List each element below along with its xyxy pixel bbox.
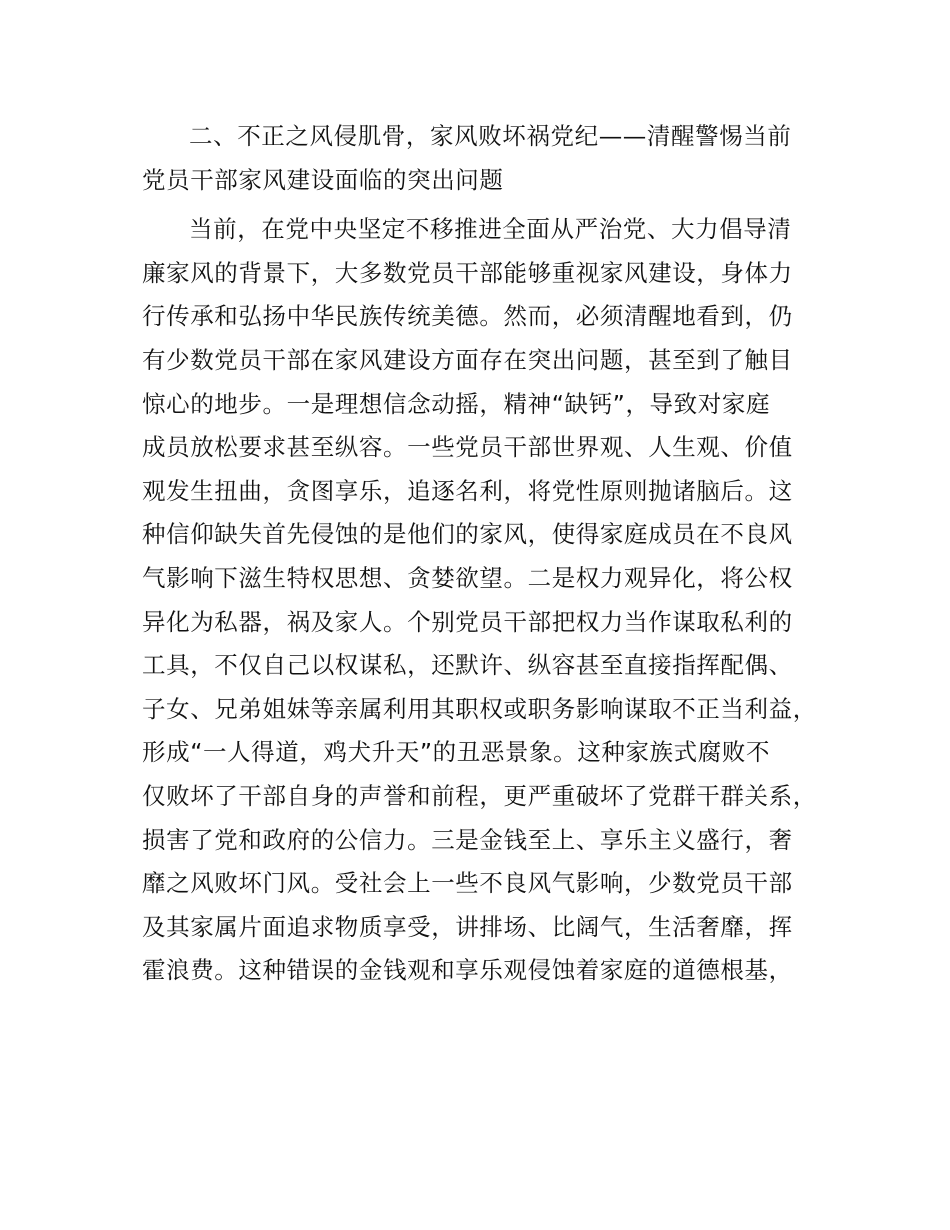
body-line: 及其家属片面追求物质享受，讲排场、比阔气，生活奢靡，挥	[142, 912, 793, 941]
heading-line: 党员干部家风建设面临的突出问题	[142, 165, 504, 194]
body-line: 子女、兄弟姐妹等亲属利用其职权或职务影响谋取不正当利益，	[142, 694, 817, 723]
body-line: 成员放松要求甚至纵容。一些党员干部世界观、人生观、价值	[142, 433, 793, 462]
body-line: 气影响下滋生特权思想、贪婪欲望。二是权力观异化，将公权	[142, 563, 793, 592]
body-line: 惊心的地步。一是理想信念动摇，精神“缺钙”，导致对家庭	[142, 389, 771, 418]
body-paragraph	[142, 208, 832, 993]
body-line: 仅败坏了干部自身的声誉和前程，更严重破坏了党群干群关系，	[142, 781, 817, 810]
body-line: 有少数党员干部在家风建设方面存在突出问题，甚至到了触目	[142, 345, 793, 374]
body-line: 廉家风的背景下，大多数党员干部能够重视家风建设，身体力	[142, 258, 793, 287]
body-line: 种信仰缺失首先侵蚀的是他们的家风，使得家庭成员在不良风	[142, 520, 793, 549]
body-line: 行传承和弘扬中华民族传统美德。然而，必须清醒地看到，仍	[142, 302, 793, 331]
body-line: 形成“一人得道，鸡犬升天”的丑恶景象。这种家族式腐败不	[142, 738, 771, 767]
section-heading	[142, 115, 832, 202]
heading-line: 二、不正之风侵肌骨，家风败坏祸党纪——清醒警惕当前	[189, 122, 792, 150]
body-line: 工具，不仅自己以权谋私，还默许、纵容甚至直接指挥配偶、	[142, 651, 793, 680]
body-line: 观发生扭曲，贪图享乐，追逐名利，将党性原则抛诸脑后。这	[142, 476, 793, 505]
body-line: 靡之风败坏门风。受社会上一些不良风气影响，少数党员干部	[142, 869, 793, 898]
body-line: 霍浪费。这种错误的金钱观和享乐观侵蚀着家庭的道德根基，	[142, 956, 793, 985]
body-line: 当前，在党中央坚定不移推进全面从严治党、大力倡导清	[189, 215, 792, 244]
body-line: 异化为私器，祸及家人。个别党员干部把权力当作谋取私利的	[142, 607, 793, 636]
body-line: 损害了党和政府的公信力。三是金钱至上、享乐主义盛行，奢	[142, 825, 793, 854]
document-content	[142, 115, 832, 993]
